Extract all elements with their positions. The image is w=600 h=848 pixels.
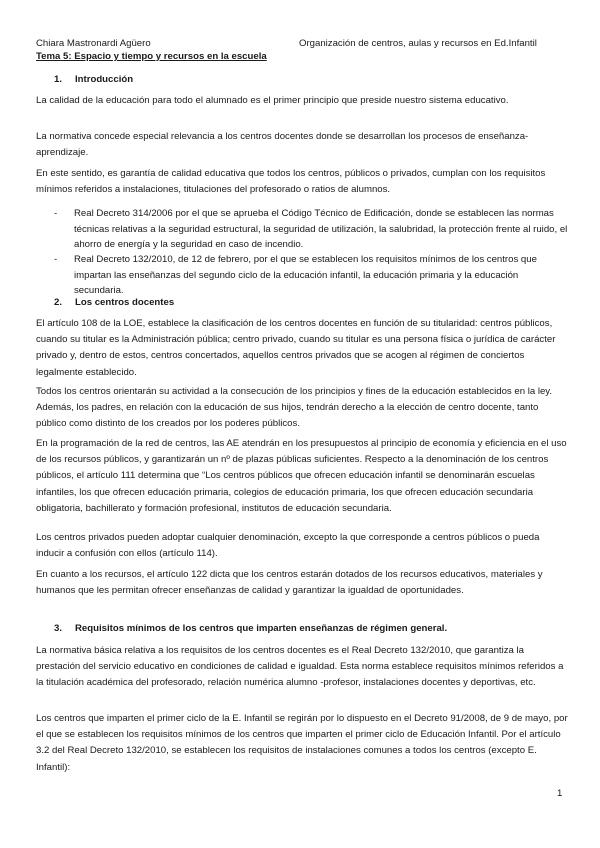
topic-title: Tema 5: Espacio y tiempo y recursos en la escuela <box>36 51 267 62</box>
paragraph: Los centros privados pueden adoptar cualquier denominación, excepto la que corresponde a centros públicos o pueda inducir a confusión con ellos (artículo 114). <box>36 532 540 560</box>
paragraph: En la programación de la red de centros, las AE atendrán en los presupuestos al principio de economía y eficiencia en el uso de los recursos públicos, y garantizarán un nº de plazas públicas suficientes. Respecto a la denominación de los centros públicos, el artículo 111 determina que “Los centros públicos que ofrecen educación infantil se denominarán escuelas infantiles, los que ofrecen educación primaria, colegios de educación primaria, los que ofrecen educación secundaria obligatoria, bachillerato y formación profesional, institutos de educación secundaria. <box>36 438 567 514</box>
section-title: Los centros docentes <box>75 297 175 308</box>
paragraph: El artículo 108 de la LOE, establece la clasificación de los centros docentes en función de su titularidad: centros públicos, cuando su titular es la Administración pública; centro privado, cuando su titular es una persona física o jurídica de carácter privado y, dentro de estos, centros concertados, aquellos centros privados que se acogen al régimen de conciertos legalmente establecido. <box>36 318 556 378</box>
section-heading-1 <box>54 74 133 85</box>
paragraph: Todos los centros orientarán su actividad a la consecución de los principios y fines de la educación establecidos en la ley. Además, los padres, en relación con la educación de sus hijos, tendrán derecho a la elección de centro docente, tanto público como distinto de los creados por los poderes públicos. <box>36 386 553 430</box>
section-heading-3 <box>54 623 447 634</box>
list-item <box>54 206 568 253</box>
list-item <box>54 252 568 299</box>
section-number: 3. <box>54 623 63 634</box>
paragraph: La calidad de la educación para todo el alumnado es el primer principio que preside nuestro sistema educativo. <box>36 95 509 106</box>
section-title: Introducción <box>75 74 134 85</box>
section-title: Requisitos mínimos de los centros que imparten enseñanzas de régimen general. <box>75 623 448 634</box>
list-item-text: Real Decreto 314/2006 por el que se aprueba el Código Técnico de Edificación, donde se establecen las normas técnicas relativas a la seguridad estructural, la seguridad de utilización, la salubridad, la protección frente al ruido, el ahorro de energía y la seguridad en caso de incendio. <box>74 208 568 251</box>
paragraph: Los centros que imparten el primer ciclo de la E. Infantil se regirán por lo dispuesto en el Decreto 91/2008, de 9 de mayo, por el que se establecen los requisitos mínimos de los centros que imparten el primer ciclo de Educación Infantil. Por el artículo 3.2 del Real Decreto 132/2010, se establecen los requisitos de instalaciones comunes a todos los centros (excepto E. Infantil): <box>36 713 568 773</box>
header-subject: Organización de centros, aulas y recursos en Ed.Infantil <box>299 38 537 49</box>
paragraph: La normativa concede especial relevancia a los centros docentes donde se desarrollan los procesos de enseñanza-aprendizaje. <box>36 131 529 159</box>
list-item-text: Real Decreto 132/2010, de 12 de febrero, por el que se establecen los requisitos mínimos de los centros que impartan las enseñanzas del segundo ciclo de la educación infantil, la educación primaria y la educación secundaria. <box>74 254 537 297</box>
paragraph: En cuanto a los recursos, el artículo 122 dicta que los centros estarán dotados de los recursos educativos, materiales y humanos que les permitan ofrecer enseñanzas de calidad y garantizar la igualdad de oportunidades. <box>36 569 543 597</box>
bullet-dash: - <box>54 208 58 219</box>
bullet-dash: - <box>54 254 58 265</box>
section-number: 2. <box>54 297 63 308</box>
section-number: 1. <box>54 74 63 85</box>
page-number: 1 <box>557 788 563 799</box>
header-author: Chiara Mastronardi Agüero <box>36 38 151 49</box>
paragraph: En este sentido, es garantía de calidad educativa que todos los centros, públicos o privados, cumplan con los requisitos mínimos referidos a instalaciones, titulaciones del profesorado o ratios de alumnos. <box>36 168 546 196</box>
section-heading-2 <box>54 297 174 308</box>
paragraph: La normativa básica relativa a los requisitos de los centros docentes es el Real Decreto 132/2010, que garantiza la prestación del servicio educativo en condiciones de calidad e igualdad. Esta norma establece requisitos mínimos referidos a la titulación académica del profesorado, relación numérica alumno -profesor, instalaciones docentes y deportivas, etc. <box>36 645 564 689</box>
